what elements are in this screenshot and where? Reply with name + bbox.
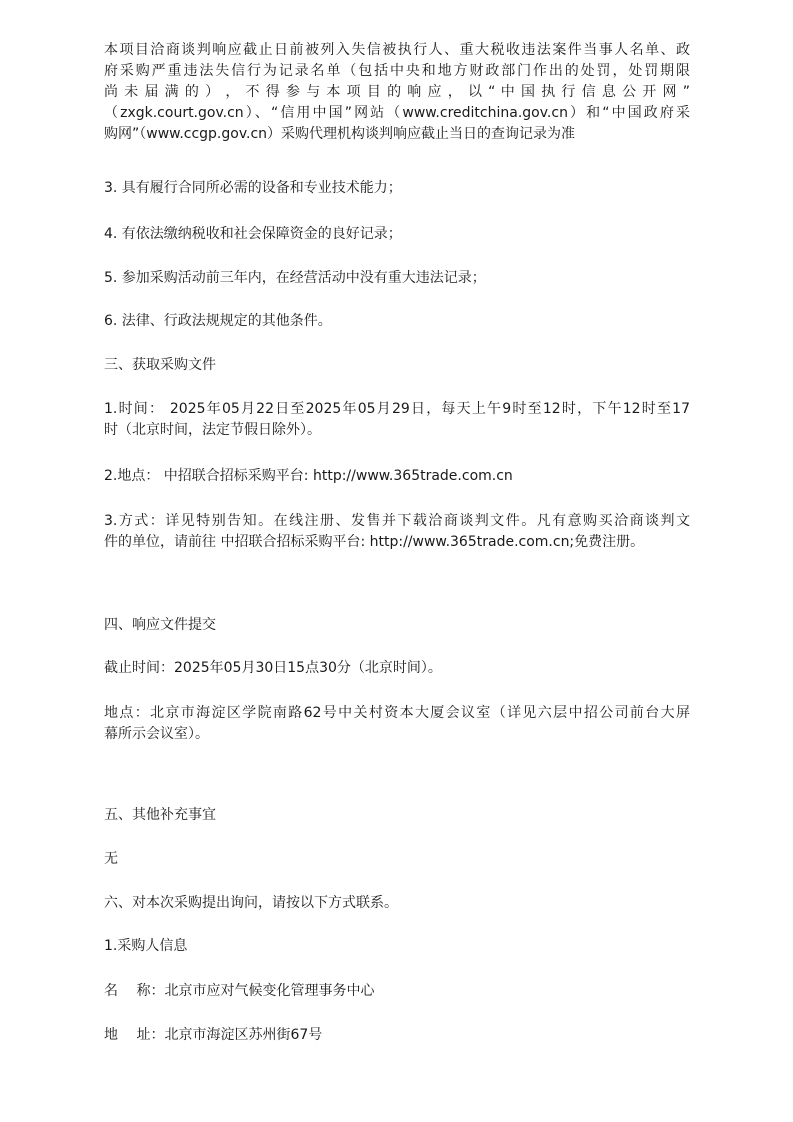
- obtain-place: 2.地点： 中招联合招标采购平台: http://www.365trade.com.cn: [104, 468, 513, 484]
- section-heading-other-matters: 五、其他补充事宜: [104, 807, 216, 823]
- requirement-item-5: 5. 参加采购活动前三年内，在经营活动中没有重大违法记录；: [104, 270, 486, 286]
- requirement-item-3: 3. 具有履行合同所必需的设备和专业技术能力；: [104, 180, 402, 196]
- paragraph-line: 本项目洽商谈判响应截止日前被列入失信被执行人、重大税收违法案件当事人名单、政: [104, 42, 690, 58]
- obtain-method: [104, 511, 690, 553]
- other-matters-content: 无: [104, 851, 118, 867]
- buyer-name-row: [104, 981, 690, 1002]
- paragraph-line: 时（北京时间，法定节假日除外）。: [104, 422, 321, 438]
- buyer-address-row: [104, 1025, 690, 1046]
- paragraph-line: 件的单位，请前往 中招联合招标采购平台: http://www.365trade.com.cn;免费注册。: [104, 534, 645, 550]
- paragraph-line: 府采购严重违法失信行为记录名单（包括中央和地方财政部门作出的处罚，处罚期限: [104, 63, 690, 79]
- buyer-name-label: 名 称：: [104, 983, 165, 999]
- section-heading-submit-response: 四、响应文件提交: [104, 617, 216, 633]
- section-heading-obtain-documents: 三、获取采购文件: [104, 357, 216, 373]
- buyer-name-value: 北京市应对气候变化管理事务中心: [164, 983, 375, 999]
- paragraph-line: 3.方式：详见特别告知。在线注册、发售并下载洽商谈判文件。凡有意购买洽商谈判文: [104, 513, 690, 529]
- paragraph-line: 购网”（www.ccgp.gov.cn）采购代理机构谈判响应截止当日的查询记录为准: [104, 126, 576, 142]
- paragraph-line: （zxgk.court.gov.cn）、“信用中国”网站（www.creditchina.gov.cn）和“中国政府采: [104, 105, 690, 121]
- paragraph-line: 1.时间： 2025年05月22日至2025年05月29日，每天上午9时至12时，下午12时至17: [104, 401, 690, 417]
- paragraph-line: 地点：北京市海淀区学院南路62号中关村资本大厦会议室（详见六层中招公司前台大屏: [104, 705, 690, 721]
- requirement-item-6: 6. 法律、行政法规规定的其他条件。: [104, 313, 332, 329]
- paragraph-line: 尚 未 届 满 的 ） ， 不 得 参 与 本 项 目 的 响 应 ， 以 “ 中 国 执 行 信 息 公 开 网 ”: [104, 84, 690, 100]
- section-heading-contact: 六、对本次采购提出询问，请按以下方式联系。: [104, 895, 398, 911]
- submission-location: [104, 703, 690, 745]
- obtain-time: [104, 399, 690, 441]
- submission-deadline: 截止时间：2025年05月30日15点30分（北京时间）。: [104, 660, 442, 676]
- buyer-info-heading: 1.采购人信息: [104, 938, 188, 954]
- eligibility-paragraph: [104, 40, 690, 145]
- requirement-item-4: 4. 有依法缴纳税收和社会保障资金的良好记录；: [104, 226, 402, 242]
- paragraph-line: 幕所示会议室）。: [104, 726, 209, 742]
- buyer-address-value: 北京市海淀区苏州街67号: [164, 1027, 323, 1043]
- buyer-address-label: 地 址：: [104, 1027, 165, 1043]
